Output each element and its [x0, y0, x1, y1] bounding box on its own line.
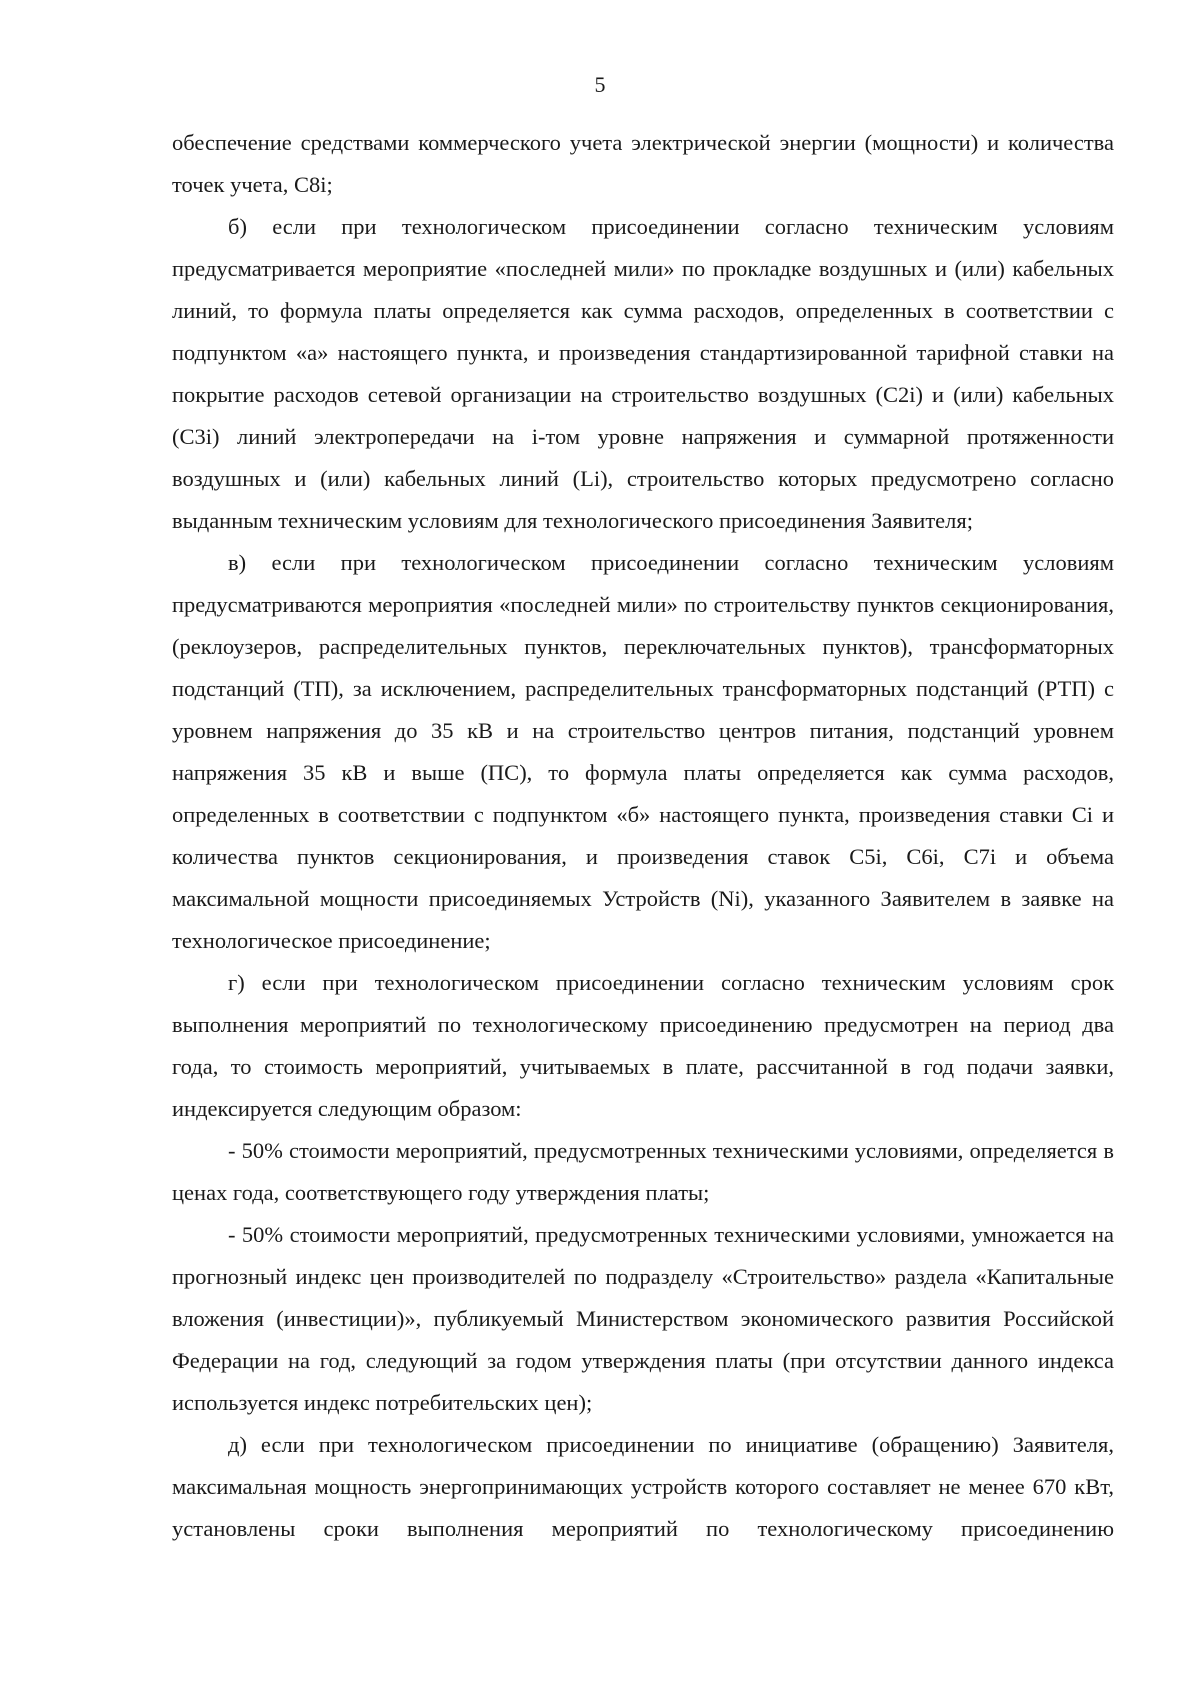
paragraph-g: г) если при технологическом присоединении согласно техническим условиям срок выполнения мероприятий по технологическому присоединению предусмотрен на период два года, то стоимость мероприятий, учитываемых в плате, рассчитанной в год подачи заявки, индексируется следующим образом:	[172, 970, 1114, 1121]
paragraph-v: в) если при технологическом присоединении согласно техническим условиям предусматриваются мероприятия «последней мили» по строительству пунктов секционирования, (реклоузеров, распределительных пунктов, переключательных пунктов), трансформаторных подстанций (ТП), за исключением, распределительных трансформаторных подстанций (РТП) с уровнем напряжения до 35 кВ и на строительство центров питания, подстанций уровнем напряжения 35 кВ и выше (ПС), то формула платы определяется как сумма расходов, определенных в соответствии с подпунктом «б» настоящего пункта, произведения ставки Сi и количества пунктов секционирования, и произведения ставок С5i, С6i, С7i и объема максимальной мощности присоединяемых Устройств (Ni), указанного Заявителем в заявке на технологическое присоединение;	[172, 550, 1114, 953]
paragraph-b: б) если при технологическом присоединении согласно техническим условиям предусматривается мероприятие «последней мили» по прокладке воздушных и (или) кабельных линий, то формула платы определяется как сумма расходов, определенных в соответствии с подпунктом «а» настоящего пункта, и произведения стандартизированной тарифной ставки на покрытие расходов сетевой организации на строительство воздушных (С2i) и (или) кабельных (С3i) линий электропередачи на i-том уровне напряжения и суммарной протяженности воздушных и (или) кабельных линий (Li), строительство которых предусмотрено согласно выданным техническим условиям для технологического присоединения Заявителя;	[172, 214, 1114, 533]
page-number: 5	[594, 72, 606, 97]
list-item-second-half: - 50% стоимости мероприятий, предусмотренных техническими условиями, умножается на прогнозный индекс цен производителей по подразделу «Строительство» раздела «Капитальные вложения (инвестиции)», публикуемый Министерством экономического развития Российской Федерации на год, следующий за годом утверждения платы (при отсутствии данного индекса используется индекс потребительских цен);	[172, 1222, 1114, 1415]
document-body	[172, 122, 1114, 1550]
list-item-first-half: - 50% стоимости мероприятий, предусмотренных техническими условиями, определяется в ценах года, соответствующего году утверждения платы;	[172, 1138, 1114, 1205]
paragraph-continuation: обеспечение средствами коммерческого учета электрической энергии (мощности) и количества точек учета, С8i;	[172, 130, 1114, 197]
paragraph-d: д) если при технологическом присоединении по инициативе (обращению) Заявителя, максимальная мощность энергопринимающих устройств которого составляет не менее 670 кВт, установлены сроки выполнения мероприятий по технологическому присоединению	[172, 1432, 1114, 1541]
